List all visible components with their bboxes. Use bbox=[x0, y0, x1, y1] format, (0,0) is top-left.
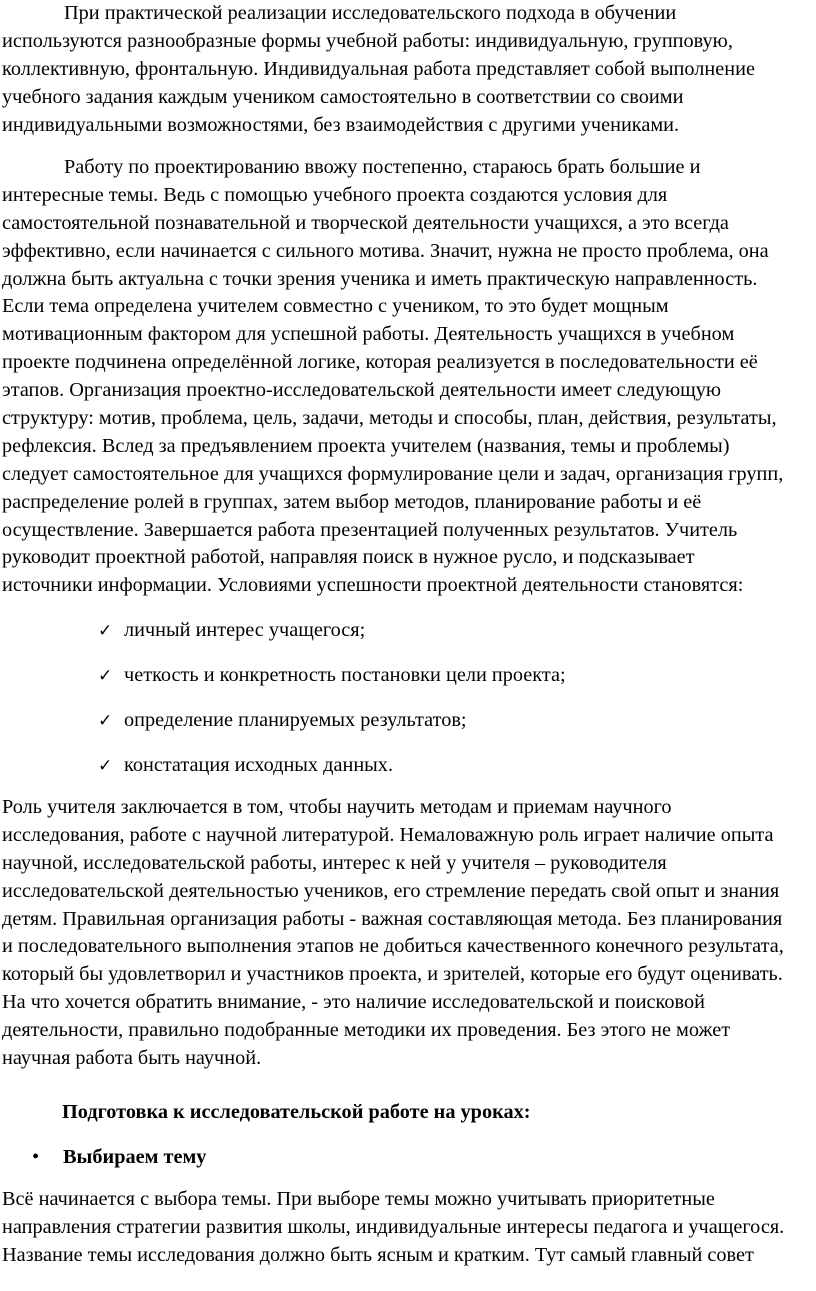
text-line: структуру: мотив, проблема, цель, задачи, методы и способы, план, действия, результаты, bbox=[2, 407, 777, 430]
text-line: интересные темы. Ведь с помощью учебного проекта создаются условия для bbox=[2, 183, 668, 206]
text-line: исследовательской деятельностью учеников, его стремление передать свой опыт и знания bbox=[2, 879, 780, 902]
paragraph-1 bbox=[2, 0, 816, 139]
checklist-text: констатация исходных данных. bbox=[124, 754, 394, 776]
bullet-text: Выбираем тему bbox=[63, 1146, 207, 1168]
checklist-text: личный интерес учащегося; bbox=[124, 619, 366, 641]
text-line: самостоятельной познавательной и творческой деятельности учащихся, а это всегда bbox=[2, 211, 729, 234]
text-line: осуществление. Завершается работа презентацией полученных результатов. Учитель bbox=[2, 518, 738, 541]
text-line: исследования, работе с научной литературой. Немаловажную роль играет наличие опыта bbox=[2, 823, 774, 846]
checklist-item bbox=[98, 661, 566, 689]
checkmark-icon: ✓ bbox=[98, 666, 113, 686]
checkmark-icon: ✓ bbox=[98, 756, 113, 776]
text-line: На что хочется обратить внимание, - это наличие исследовательской и поисковой bbox=[2, 991, 705, 1014]
text-line: учебного задания каждым учеником самостоятельно в соответствии со своими bbox=[2, 85, 684, 108]
text-line: распределение ролей в группах, затем выбор методов, планирование работы и её bbox=[2, 490, 702, 513]
text-line: детям. Правильная организация работы - важная составляющая метода. Без планирования bbox=[2, 907, 783, 930]
text-line: Название темы исследования должно быть ясным и кратким. Тут самый главный совет bbox=[2, 1243, 754, 1266]
text-line: При практической реализации исследовательского подхода в обучении bbox=[64, 2, 677, 24]
text-line: научной, исследовательской работы, интерес к ней у учителя – руководителя bbox=[2, 851, 667, 874]
checklist-item bbox=[98, 706, 467, 734]
text-line: следует самостоятельное для учащихся формулирование цели и задач, организация групп, bbox=[2, 462, 784, 485]
checklist-item bbox=[98, 751, 393, 779]
checkmark-icon: ✓ bbox=[98, 621, 113, 641]
text-line: который бы удовлетворил и участников проекта, и зрителей, которые его будут оценивать. bbox=[2, 963, 783, 986]
paragraph-3 bbox=[2, 794, 816, 1073]
text-line: деятельности, правильно подобранные методики их проведения. Без этого не может bbox=[2, 1019, 731, 1042]
text-line: должна быть актуальна с точки зрения ученика и иметь практическую направленность. bbox=[2, 267, 758, 290]
text-line: мотивационным фактором для успешной работы. Деятельность учащихся в учебном bbox=[2, 323, 735, 346]
section-heading: Подготовка к исследовательской работе на уроках: bbox=[62, 1101, 531, 1123]
text-line: рефлексия. Вслед за предъявлением проекта учителем (названия, темы и проблемы) bbox=[2, 434, 730, 457]
text-line: Роль учителя заключается в том, чтобы научить методам и приемам научного bbox=[2, 796, 672, 818]
text-line: индивидуальными возможностями, без взаимодействия с другими учениками. bbox=[2, 113, 680, 136]
checklist-text: четкость и конкретность постановки цели проекта; bbox=[124, 664, 566, 686]
text-line: Всё начинается с выбора темы. При выборе темы можно учитывать приоритетные bbox=[2, 1188, 715, 1210]
checklist-item bbox=[98, 616, 365, 644]
paragraph-2 bbox=[2, 154, 816, 600]
checkmark-icon: ✓ bbox=[98, 711, 113, 731]
bullet-icon: • bbox=[32, 1146, 40, 1168]
checklist-text: определение планируемых результатов; bbox=[124, 709, 467, 731]
text-line: и последовательного выполнения этапов не добиться качественного конечного результата, bbox=[2, 935, 784, 958]
paragraph-4 bbox=[2, 1186, 816, 1270]
text-line: коллективную, фронтальную. Индивидуальная работа представляет собой выполнение bbox=[2, 57, 755, 80]
text-line: Если тема определена учителем совместно с учеником, то это будет мощным bbox=[2, 295, 669, 318]
text-line: руководит проектной работой, направляя поиск в нужное русло, и подсказывает bbox=[2, 546, 695, 569]
text-line: источники информации. Условиями успешности проектной деятельности становятся: bbox=[2, 574, 744, 597]
text-line: проекте подчинена определённой логике, которая реализуется в последовательности её bbox=[2, 351, 758, 374]
text-line: этапов. Организация проектно-исследовательской деятельности имеет следующую bbox=[2, 379, 722, 402]
text-line: эффективно, если начинается с сильного мотива. Значит, нужна не просто проблема, она bbox=[2, 239, 769, 262]
bullet-item bbox=[32, 1143, 206, 1171]
text-line: Работу по проектированию ввожу постепенно, стараюсь брать большие и bbox=[64, 156, 701, 178]
text-line: используются разнообразные формы учебной работы: индивидуальную, групповую, bbox=[2, 29, 733, 52]
text-line: научная работа быть научной. bbox=[2, 1047, 262, 1070]
text-line: направления стратегии развития школы, индивидуальные интересы педагога и учащегося. bbox=[2, 1215, 785, 1238]
